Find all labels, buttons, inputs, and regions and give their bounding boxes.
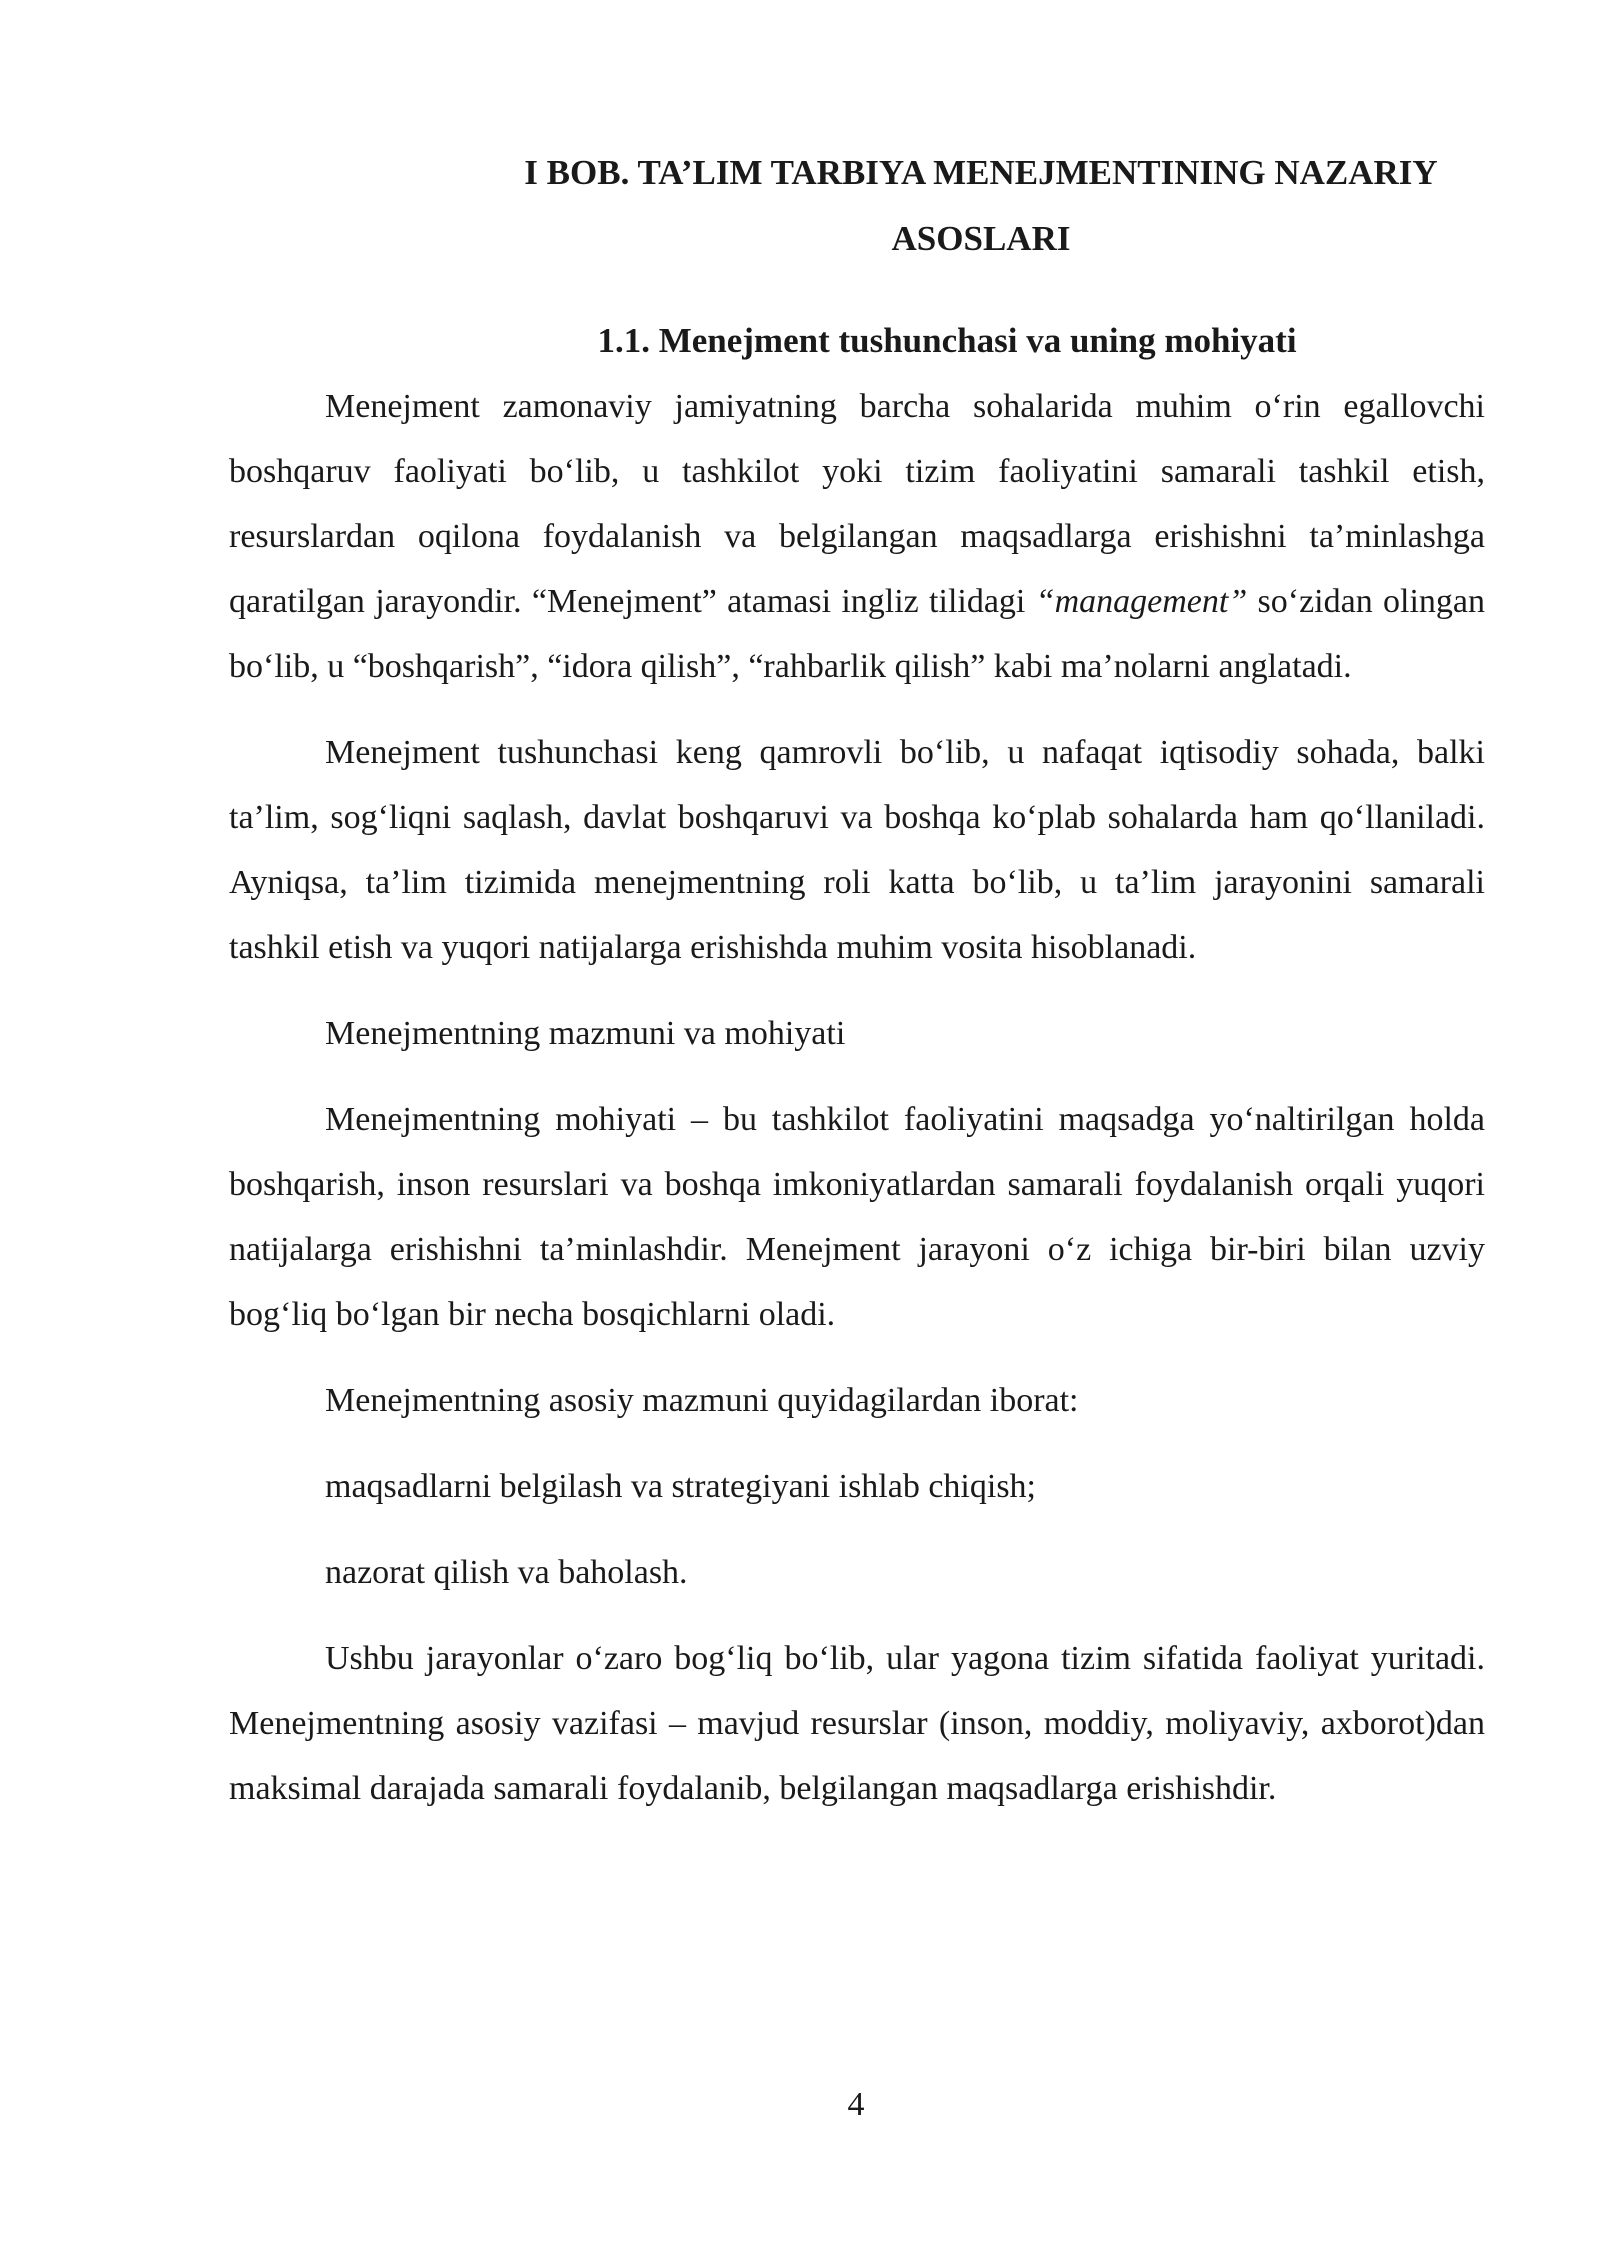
chapter-title-line-2: ASOSLARI	[891, 219, 1071, 258]
section-title: 1.1. Menejment tushunchasi va uning mohiyati	[597, 321, 1297, 360]
subheading-content-essence: Menejmentning mazmuni va mohiyati	[325, 1015, 846, 1052]
paragraph-essence: Menejmentning mohiyati – bu tashkilot faoliyatini maqsadga yo‘naltirilgan holda boshqarish, inson resurslari va boshqa imkoniyatlardan samarali foydalanish orqali yuqori natijalarga erishishni ta’minlashdir. Menejment jarayoni o‘z ichiga bir-biri bilan uzviy bog‘liq bo‘lgan bir necha bosqichlarni oladi.	[229, 1101, 1485, 1333]
page-content	[229, 140, 1485, 1821]
management-term: “management”	[1035, 583, 1248, 620]
page-number: 4	[847, 2086, 865, 2123]
paragraph-definition-text-a: Menejment zamonaviy jamiyatning barcha sohalarida muhim o‘rin egallovchi boshqaruv faoliyati bo‘lib, u tashkilot yoki tizim faoliyatini samarali tashkil etish, resurslardan oqilona foydalanish va belgilangan maqsadlarga erishishni ta’minlashga qaratilgan jarayondir. “Menejment” atamasi ingliz tilidagi	[229, 388, 1485, 620]
list-intro: Menejmentning asosiy mazmuni quyidagilardan iborat:	[325, 1382, 1079, 1419]
list-item-goals: maqsadlarni belgilash va strategiyani ishlab chiqish;	[325, 1468, 1036, 1505]
chapter-title	[229, 140, 1485, 272]
list-item-control: nazorat qilish va baholash.	[325, 1554, 688, 1591]
paragraph-scope: Menejment tushunchasi keng qamrovli bo‘lib, u nafaqat iqtisodiy sohada, balki ta’lim, sog‘liqni saqlash, davlat boshqaruvi va boshqa ko‘plab sohalarda ham qo‘llaniladi. Ayniqsa, ta’lim tizimida menejmentning roli katta bo‘lib, u ta’lim jarayonini samarali tashkil etish va yuqori natijalarga erishishda muhim vosita hisoblanadi.	[229, 734, 1485, 966]
paragraph-main-task: Ushbu jarayonlar o‘zaro bog‘liq bo‘lib, ular yagona tizim sifatida faoliyat yuritadi. Menejmentning asosiy vazifasi – mavjud resurslar (inson, moddiy, moliyaviy, axborot)dan maksimal darajada samarali foydalanib, belgilangan maqsadlarga erishishdir.	[229, 1640, 1485, 1807]
paragraph-definition-text-b: so‘zidan olingan bo‘lib, u “boshqarish”, “idora qilish”, “rahbarlik qilish” kabi ma’nolarni anglatadi.	[229, 583, 1485, 685]
chapter-title-line-1: I BOB. TA’LIM TARBIYA MENEJMENTINING NAZARIY	[524, 153, 1438, 192]
paragraph-definition	[229, 374, 1485, 699]
